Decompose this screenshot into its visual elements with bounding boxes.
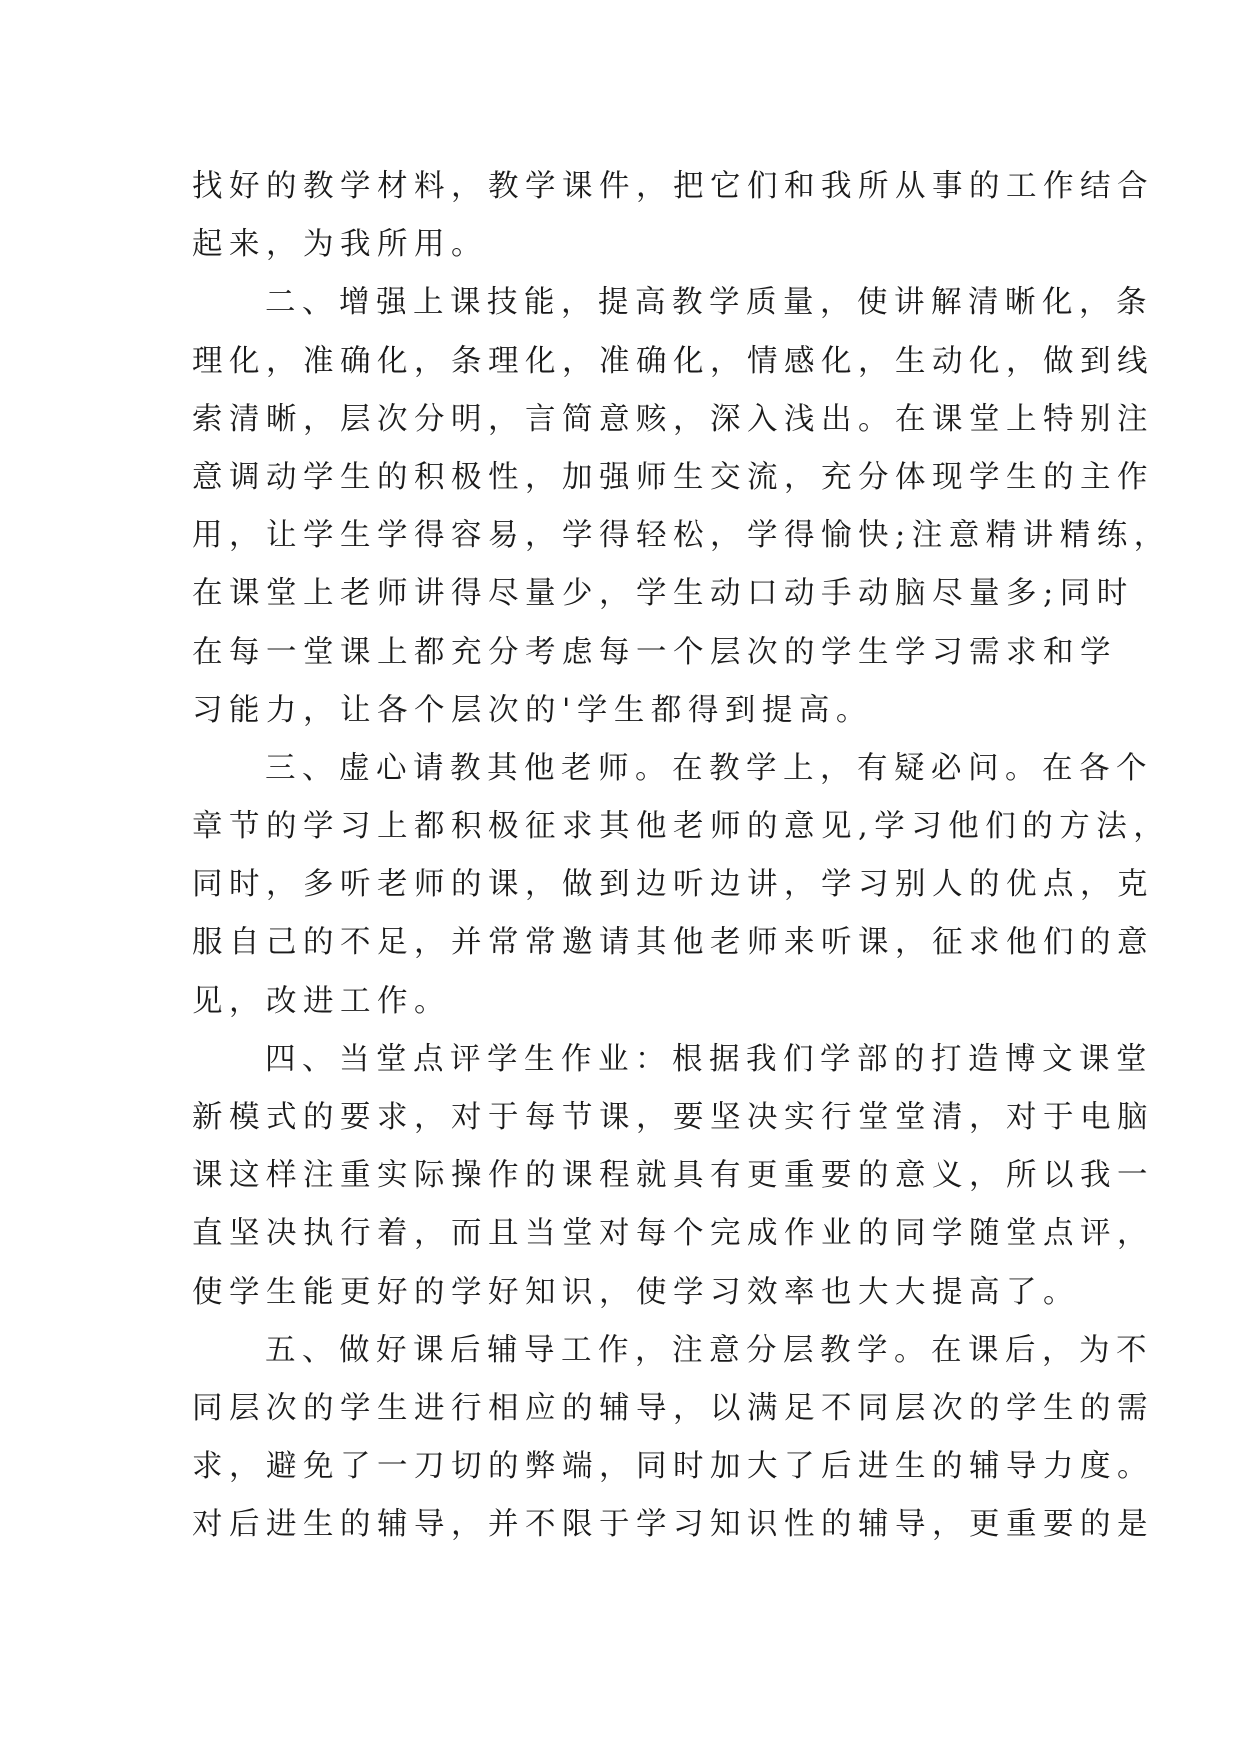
text-line: 见，改进工作。: [192, 983, 451, 1019]
paragraph-start-line: 三、虚心请教其他老师。在教学上，有疑必问。在各个: [265, 750, 1153, 786]
text-line: 服自己的不足，并常常邀请其他老师来听课，征求他们的意: [192, 925, 1154, 961]
text-line: 求，避免了一刀切的弊端，同时加大了后进生的辅导力度。: [192, 1449, 1154, 1485]
text-line: 新模式的要求，对于每节课，要坚决实行堂堂清，对于电脑: [192, 1100, 1154, 1135]
paragraph-start-line: 二、增强上课技能，提高教学质量，使讲解清晰化，条: [265, 285, 1153, 321]
text-line: 课这样注重实际操作的课程就具有更重要的意义，所以我一: [192, 1158, 1154, 1194]
text-line: 起来，为我所用。: [192, 227, 488, 263]
text-line: 直坚决执行着，而且当堂对每个完成作业的同学随堂点评，: [192, 1216, 1154, 1252]
paragraph-start-line: 五、做好课后辅导工作，注意分层教学。在课后，为不: [265, 1332, 1153, 1368]
text-line: 找好的教学材料，教学课件，把它们和我所从事的工作结合: [192, 169, 1154, 204]
text-line: 理化，准确化，条理化，准确化，情感化，生动化，做到线: [192, 343, 1154, 379]
text-line: 在课堂上老师讲得尽量少，学生动口动手动脑尽量多;同时: [192, 576, 1134, 612]
text-line: 索清晰，层次分明，言简意赅，深入浅出。在课堂上特别注: [192, 401, 1154, 437]
text-line: 同层次的学生进行相应的辅导，以满足不同层次的学生的需: [192, 1390, 1154, 1426]
text-line: 习能力，让各个层次的'学生都得到提高。: [192, 692, 873, 728]
text-line: 对后进生的辅导，并不限于学习知识性的辅导，更重要的是: [192, 1507, 1154, 1543]
paragraph-start-line: 四、当堂点评学生作业：根据我们学部的打造博文课堂: [265, 1041, 1153, 1077]
text-line: 用，让学生学得容易，学得轻松，学得愉快;注意精讲精练，: [192, 518, 1171, 554]
text-line: 意调动学生的积极性，加强师生交流，充分体现学生的主作: [192, 459, 1154, 495]
text-line: 使学生能更好的学好知识，使学习效率也大大提高了。: [192, 1274, 1080, 1310]
text-line: 同时，多听老师的课，做到边听边讲，学习别人的优点，克: [192, 867, 1154, 903]
text-line: 章节的学习上都积极征求其他老师的意见,学习他们的方法，: [192, 809, 1171, 845]
document-body: [192, 158, 1171, 1555]
text-line: 在每一堂课上都充分考虑每一个层次的学生学习需求和学: [192, 634, 1117, 670]
